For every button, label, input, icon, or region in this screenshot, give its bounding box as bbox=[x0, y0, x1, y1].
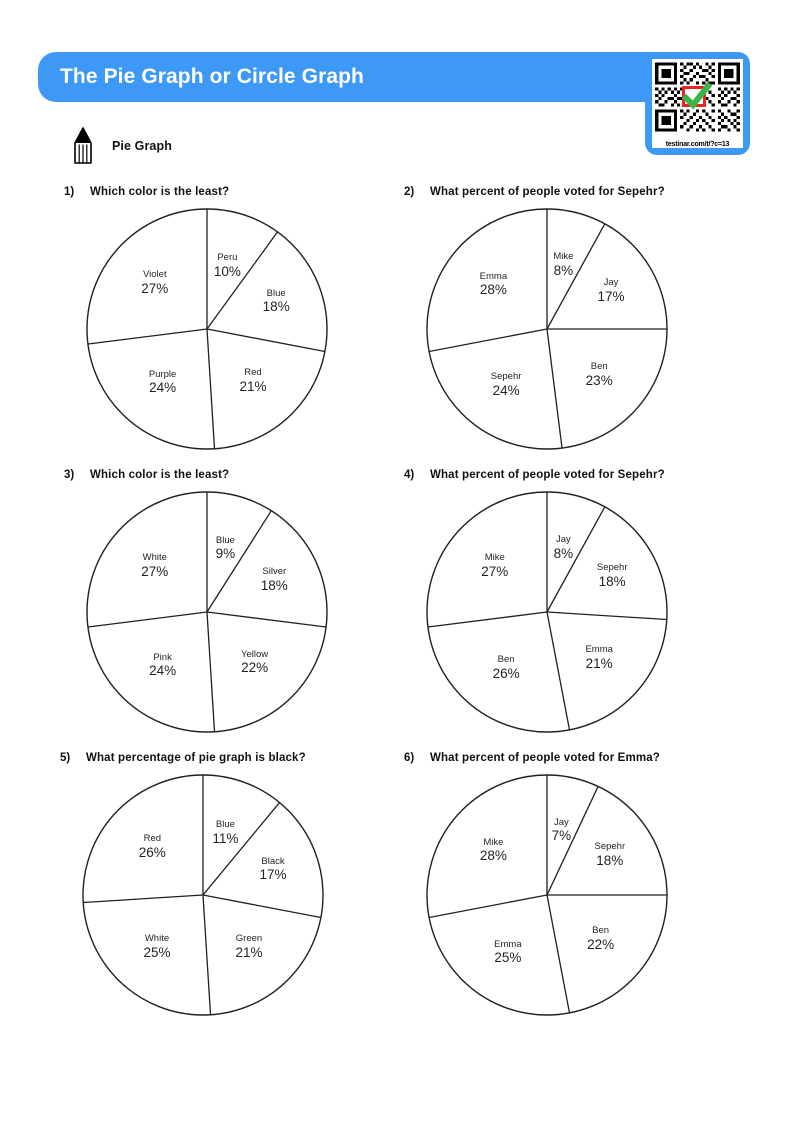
pie-slice-name: Red bbox=[143, 833, 162, 845]
question-block bbox=[64, 469, 364, 744]
pie-slice-percent: 22% bbox=[587, 937, 615, 953]
pie-slice-percent: 23% bbox=[585, 372, 613, 388]
question-text: Which color is the least? bbox=[90, 186, 230, 198]
question-header bbox=[64, 186, 229, 198]
pie-slice-percent: 24% bbox=[149, 663, 177, 679]
question-block bbox=[404, 186, 704, 461]
pie-chart bbox=[82, 487, 332, 737]
question-text: What percentage of pie graph is black? bbox=[86, 752, 306, 764]
pie-slice-percent: 24% bbox=[149, 380, 177, 396]
header-banner bbox=[38, 52, 710, 102]
pie-slice-percent: 10% bbox=[213, 263, 241, 279]
pie-slice-percent: 8% bbox=[553, 545, 574, 561]
pie-chart bbox=[422, 770, 672, 1020]
pie-slice-name: Sepehr bbox=[596, 562, 628, 574]
pie-chart-svg bbox=[422, 770, 672, 1020]
question-header bbox=[404, 752, 660, 764]
pie-slice-name: Silver bbox=[262, 566, 287, 578]
pie-chart bbox=[82, 204, 332, 454]
pie-slice-name: Blue bbox=[266, 287, 286, 299]
question-block bbox=[404, 469, 704, 744]
pie-slice-percent: 18% bbox=[596, 852, 624, 868]
pie-slice-percent: 28% bbox=[479, 848, 507, 864]
question-text: What percent of people voted for Sepehr? bbox=[430, 469, 665, 481]
pie-slice-name: Emma bbox=[585, 644, 613, 656]
pie-slice-percent: 25% bbox=[143, 944, 171, 960]
question-block bbox=[64, 186, 364, 461]
pie-slice-name: Mike bbox=[484, 552, 505, 564]
pie-slice-percent: 8% bbox=[553, 262, 574, 278]
pie-slice-percent: 18% bbox=[598, 573, 626, 589]
question-header bbox=[60, 752, 306, 764]
verified-check-icon bbox=[682, 86, 706, 107]
pie-slice-name: Purple bbox=[148, 368, 177, 380]
question-header bbox=[404, 469, 665, 481]
question-number: 3) bbox=[64, 469, 75, 481]
pie-slice-name: Peru bbox=[217, 252, 238, 264]
page-title: The Pie Graph or Circle Graph bbox=[60, 65, 364, 88]
pie-slice-name: Ben bbox=[590, 361, 608, 373]
pie-slice-percent: 18% bbox=[262, 299, 290, 315]
question-text: What percent of people voted for Emma? bbox=[430, 752, 660, 764]
section-label: Pie Graph bbox=[112, 139, 172, 153]
pie-slice-name: Red bbox=[244, 367, 262, 379]
pie-slice-percent: 25% bbox=[494, 950, 522, 966]
pie-slice-name: Blue bbox=[215, 819, 235, 831]
pie-slice-name: Yellow bbox=[241, 648, 269, 660]
pie-chart-svg bbox=[422, 204, 672, 454]
question-text: Which color is the least? bbox=[90, 469, 230, 481]
pie-chart bbox=[422, 487, 672, 737]
question-number: 5) bbox=[60, 752, 71, 764]
question-number: 6) bbox=[404, 752, 415, 764]
question-text: What percent of people voted for Sepehr? bbox=[430, 186, 665, 198]
pie-slice-name: Mike bbox=[483, 836, 504, 848]
pie-chart-svg bbox=[82, 487, 332, 737]
question-block bbox=[60, 752, 360, 1027]
question-number: 2) bbox=[404, 186, 415, 198]
pie-slice-percent: 9% bbox=[215, 546, 236, 562]
question-number: 4) bbox=[404, 469, 415, 481]
pie-slice-name: Green bbox=[235, 933, 263, 945]
pie-slice-name: Violet bbox=[143, 269, 167, 281]
pie-slice-percent: 22% bbox=[241, 660, 269, 676]
pie-slice-percent: 28% bbox=[479, 282, 507, 298]
pie-slice-percent: 26% bbox=[492, 666, 520, 682]
pie-slice-percent: 21% bbox=[239, 378, 267, 394]
pie-slice-percent: 27% bbox=[141, 280, 169, 296]
question-header bbox=[404, 186, 665, 198]
question-header bbox=[64, 469, 229, 481]
pie-slice-name: White bbox=[144, 933, 170, 945]
pie-slice-percent: 27% bbox=[141, 563, 169, 579]
pie-slice-name: Sepehr bbox=[594, 841, 626, 853]
question-number: 1) bbox=[64, 186, 75, 198]
pie-slice-percent: 7% bbox=[551, 828, 572, 844]
qr-code-inner bbox=[652, 59, 743, 148]
question-block bbox=[404, 752, 704, 1027]
pie-slice-percent: 21% bbox=[235, 944, 263, 960]
pencil-icon bbox=[72, 126, 94, 166]
pie-slice-name: Sepehr bbox=[490, 371, 522, 383]
pie-slice-percent: 17% bbox=[597, 288, 625, 304]
qr-url-text: testinar.com/t/?c=13 bbox=[665, 141, 730, 148]
pie-slice-name: Pink bbox=[153, 651, 172, 663]
pie-slice-percent: 21% bbox=[585, 655, 613, 671]
pie-slice-name: Jay bbox=[603, 277, 619, 289]
pie-slice-name: Blue bbox=[215, 534, 235, 546]
pie-slice-name: Black bbox=[261, 855, 285, 867]
pie-slice-name: Emma bbox=[494, 938, 522, 950]
pie-slice-name: Jay bbox=[553, 816, 569, 828]
pie-slice-name: Jay bbox=[555, 534, 571, 546]
qr-code-badge[interactable] bbox=[645, 52, 750, 155]
section-heading bbox=[72, 126, 172, 166]
pie-slice-name: White bbox=[142, 552, 167, 564]
pie-slice-name: Emma bbox=[479, 270, 508, 282]
pie-slice-percent: 24% bbox=[492, 383, 520, 399]
pie-slice-percent: 18% bbox=[260, 578, 288, 594]
pie-slice-percent: 26% bbox=[138, 845, 166, 861]
pie-slice-name: Mike bbox=[553, 251, 574, 263]
pie-chart-svg bbox=[422, 487, 672, 737]
pie-slice-percent: 17% bbox=[259, 867, 287, 883]
pie-chart bbox=[78, 770, 328, 1020]
pie-slice-percent: 27% bbox=[481, 563, 509, 579]
pie-chart bbox=[422, 204, 672, 454]
pie-chart-svg bbox=[82, 204, 332, 454]
pie-slice-name: Ben bbox=[592, 925, 610, 937]
pie-slice-percent: 11% bbox=[212, 830, 239, 846]
pie-chart-svg bbox=[78, 770, 328, 1020]
pie-slice-name: Ben bbox=[497, 654, 515, 666]
